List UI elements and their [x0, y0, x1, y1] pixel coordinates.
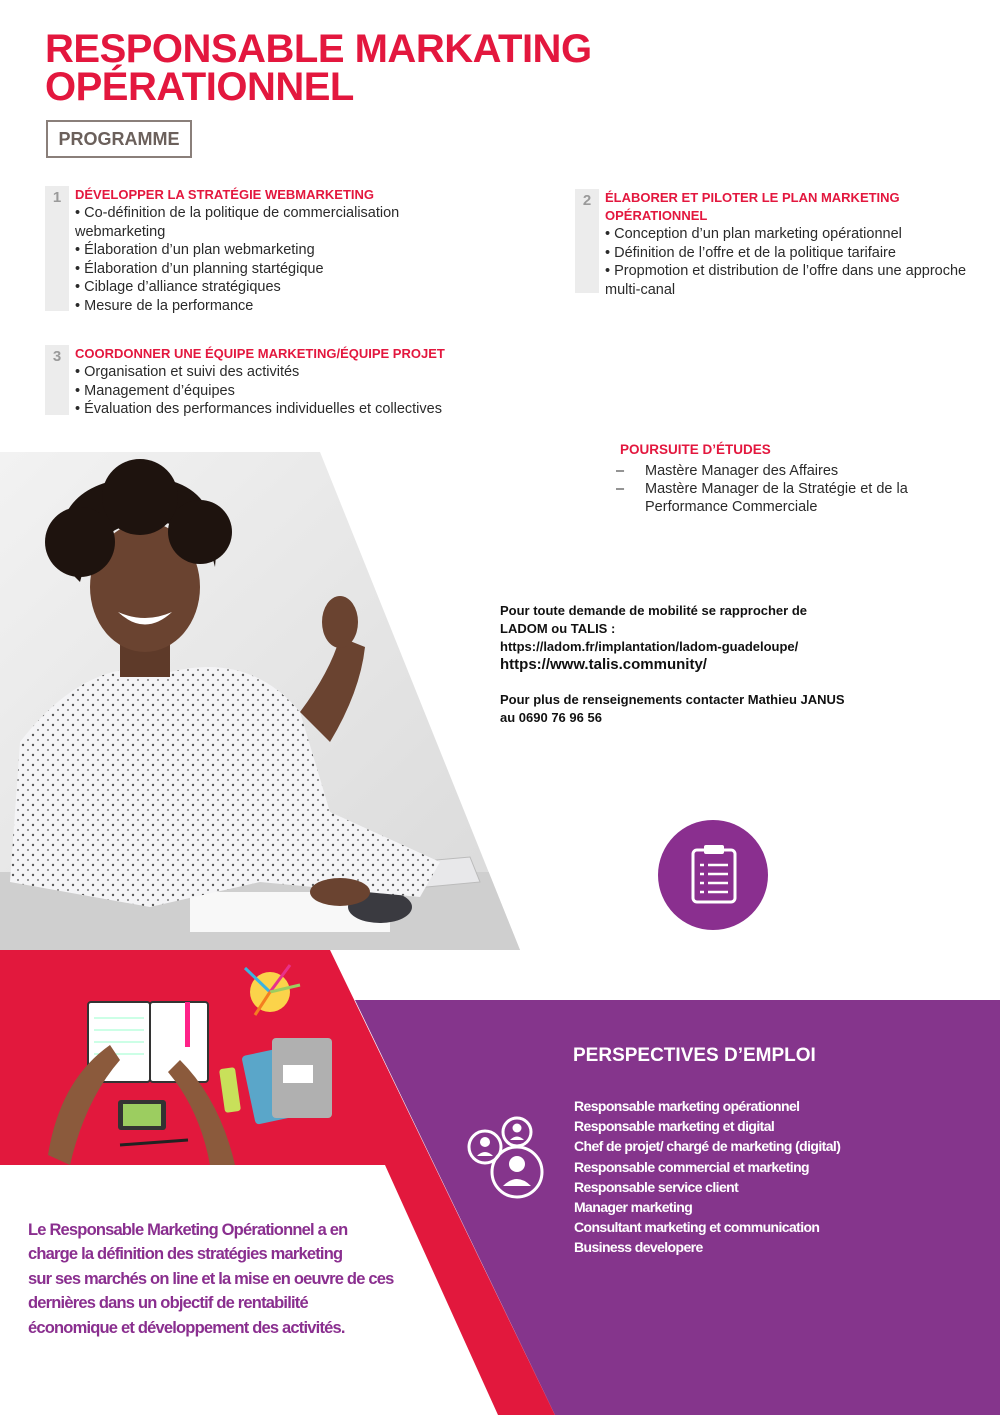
module-3-number: 3 [45, 345, 69, 415]
job-item: Responsable marketing opérationnel [574, 1098, 800, 1114]
module-1-item: • Élaboration d’un planning startégique [75, 260, 465, 279]
contact-line: Pour toute demande de mobilité se rapprocher de [500, 603, 808, 618]
intro-line: économique et développement des activités. [28, 1318, 345, 1337]
job-item: Responsable marketing et digital [574, 1118, 775, 1135]
page-title [45, 27, 592, 109]
clipboard-checklist-icon [658, 820, 768, 930]
module-1-item: • Co-définition de la politique de commercialisation webmarketing [75, 204, 465, 241]
module-1-item: • Élaboration d’un plan webmarketing [75, 241, 465, 260]
job-item: Responsable service client [574, 1178, 739, 1195]
intro-line: sur ses marchés on line et la mise en oeuvre de ces [28, 1269, 394, 1288]
programme-label: PROGRAMME [46, 120, 192, 158]
module-2-item: • Propmotion et distribution de l’offre dans une approche multi-canal [605, 262, 995, 299]
module-1-item: • Ciblage d’alliance stratégiques [75, 278, 465, 297]
contact-block [500, 602, 920, 727]
module-2-title: ÉLABORER ET PILOTER LE PLAN MARKETING OPÉRATIONNEL [605, 190, 900, 223]
poursuite-dash: – [616, 463, 625, 479]
job-item: Business developere [574, 1239, 703, 1256]
woman-at-desk-photo [0, 452, 520, 952]
contact-line: Pour plus de renseignements contacter Mathieu JANUS [500, 692, 845, 707]
module-1-item: • Mesure de la performance [75, 297, 465, 316]
talis-link[interactable]: https://www.talis.community/ [500, 656, 707, 673]
ladom-link[interactable]: https://ladom.fr/implantation/ladom-guadeloupe/ [500, 639, 799, 654]
module-2-item: • Conception d’un plan marketing opérationnel [605, 225, 995, 244]
poursuite-title: POURSUITE D’ÉTUDES [620, 442, 771, 457]
job-item: Consultant marketing et communication [574, 1219, 820, 1236]
module-1-title: DÉVELOPPER LA STRATÉGIE WEBMARKETING [75, 187, 375, 202]
module-2 [575, 189, 995, 299]
poursuite-text: Mastère Manager de la Stratégie et de la Performance Commerciale [645, 481, 908, 515]
job-item: Chef de projet/ chargé de marketing (digital) [574, 1138, 841, 1155]
title-line-1: RESPONSABLE MARKATING [45, 27, 592, 71]
poursuite-item [616, 462, 956, 480]
poursuite-text: Mastère Manager des Affaires [645, 463, 839, 479]
perspectives-list [574, 1096, 840, 1258]
module-1 [45, 186, 465, 315]
poursuite-list [616, 462, 956, 516]
module-1-number: 1 [45, 186, 69, 311]
module-3-item: • Organisation et suivi des activités [75, 363, 495, 382]
contact-line: LADOM ou TALIS : [500, 621, 616, 636]
module-3-title: COORDONNER UNE ÉQUIPE MARKETING/ÉQUIPE PROJET [75, 346, 445, 361]
poursuite-dash: – [616, 481, 625, 497]
poursuite-item [616, 480, 956, 516]
job-item: Responsable commercial et marketing [574, 1158, 809, 1175]
module-2-number: 2 [575, 189, 599, 293]
intro-line: charge la définition des stratégies marketing [28, 1245, 343, 1264]
module-3-item: • Management d’équipes [75, 382, 495, 401]
job-item: Manager marketing [574, 1199, 693, 1216]
clipboard-circle [658, 820, 768, 930]
intro-line: Le Responsable Marketing Opérationnel a en [28, 1221, 348, 1239]
contact-phone: au 0690 76 96 56 [500, 710, 602, 725]
bottom-bands [0, 950, 1000, 1415]
module-3 [45, 345, 495, 419]
module-3-item: • Évaluation des performances individuelles et collectives [75, 400, 495, 419]
module-2-item: • Définition de l’offre et de la politique tarifaire [605, 244, 995, 263]
intro-text [28, 1218, 428, 1340]
perspectives-title: PERSPECTIVES D’EMPLOI [573, 1045, 816, 1066]
title-line-2: OPÉRATIONNEL [45, 65, 354, 109]
intro-line: dernières dans un objectif de rentabilité [28, 1294, 308, 1313]
